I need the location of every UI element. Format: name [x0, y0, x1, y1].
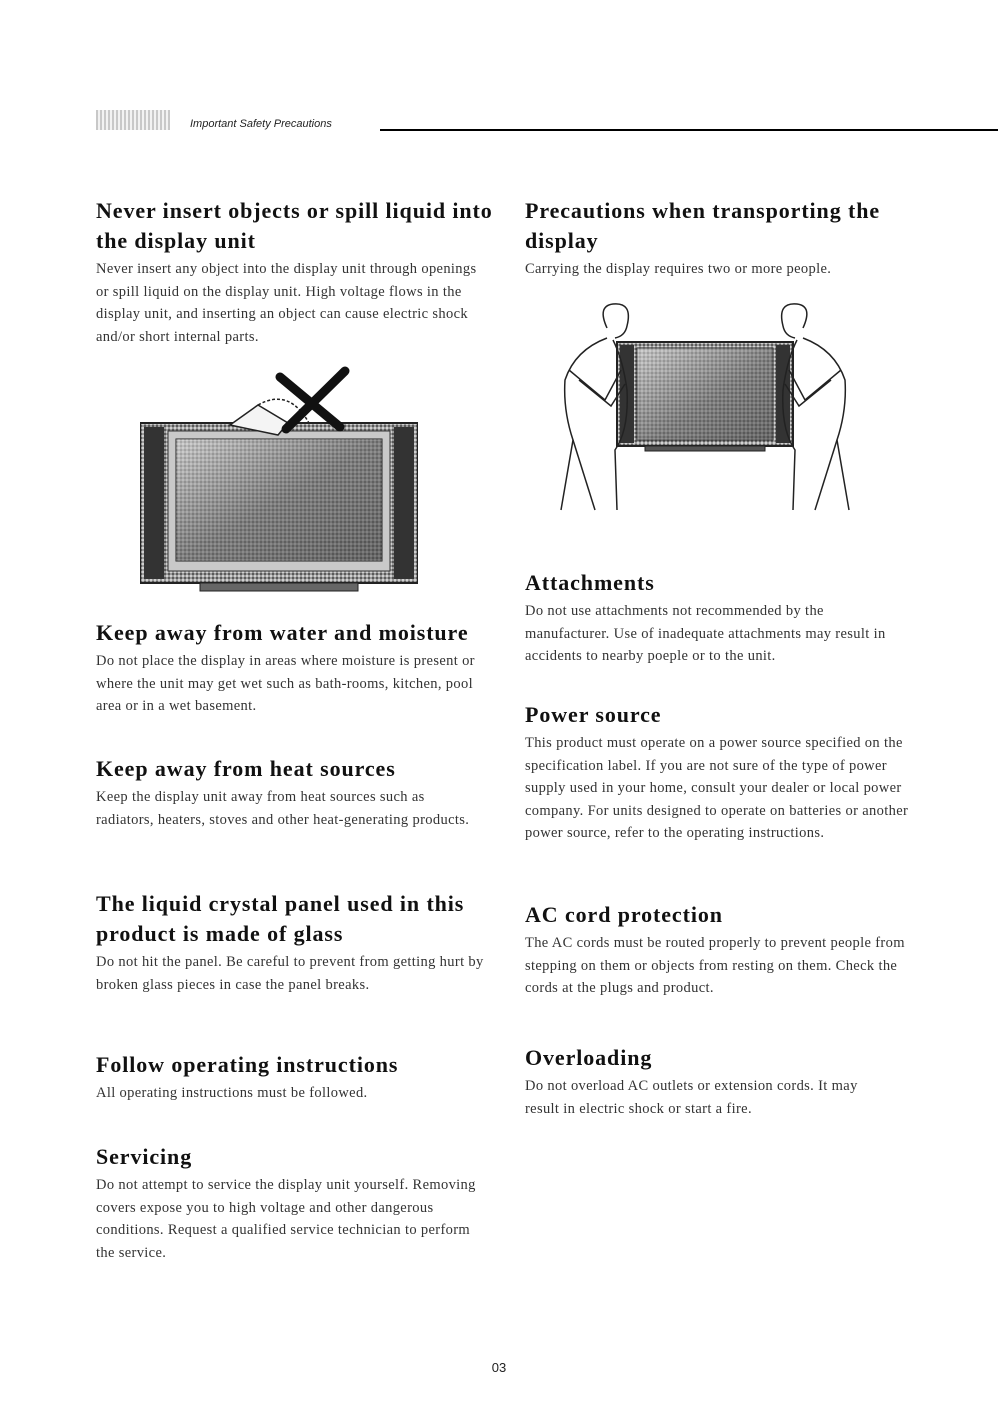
section-body: This product must operate on a power source specified on the specification label. If you are not sure of the type of power supply used in your home, consult your dealer or local power company. For units designed to operate on batteries or another power source, refer to the operating instructions.	[525, 735, 909, 841]
section-heading: The liquid crystal panel used in this product is made of glass	[96, 891, 465, 946]
section-glass-panel	[96, 889, 496, 996]
section-heading: Power source	[525, 702, 662, 727]
section-heading: AC cord protection	[525, 902, 723, 927]
section-body: Do not hit the panel. Be careful to prevent from getting hurt by broken glass pieces in case the panel breaks.	[96, 954, 484, 993]
two-people-carrying-illustration	[555, 300, 855, 515]
section-heading: Follow operating instructions	[96, 1052, 399, 1077]
section-servicing	[96, 1142, 496, 1264]
section-heading: Precautions when transporting the display	[525, 198, 881, 253]
section-body: Do not use attachments not recommended by the manufacturer. Use of inadequate attachments may result in accidents to nearby poeple or to the unit.	[525, 603, 886, 664]
section-body: Keep the display unit away from heat sources such as radiators, heaters, stoves and other heat-generating products.	[96, 789, 470, 828]
section-heat-sources	[96, 754, 496, 831]
section-body: Do not place the display in areas where moisture is present or where the unit may get wet such as bath-rooms, kitchen, pool area or in a wet basement.	[96, 653, 475, 714]
section-spill-liquid	[96, 196, 496, 348]
page-number: 03	[491, 1360, 507, 1375]
section-heading: Servicing	[96, 1144, 193, 1169]
section-transporting	[525, 196, 935, 281]
section-heading: Attachments	[525, 570, 655, 595]
section-overloading	[525, 1043, 935, 1120]
header-rule	[380, 129, 998, 131]
section-ac-cord	[525, 900, 935, 1000]
section-heading: Keep away from water and moisture	[96, 620, 469, 645]
tv-no-liquid-illustration	[140, 365, 418, 597]
section-body: Carrying the display requires two or more people.	[525, 261, 832, 277]
section-water-moisture	[96, 618, 496, 718]
section-heading: Overloading	[525, 1045, 653, 1070]
header-decoration	[96, 110, 170, 130]
section-attachments	[525, 568, 935, 668]
section-body: Never insert any object into the display unit through openings or spill liquid on the display unit. High voltage flows in the display unit, and inserting an object can cause electric shock and/or short internal parts.	[96, 261, 477, 345]
section-body: All operating instructions must be followed.	[96, 1085, 368, 1101]
section-power-source	[525, 700, 935, 845]
section-body: The AC cords must be routed properly to prevent people from stepping on them or objects from resting on them. Check the cords at the plugs and product.	[525, 935, 905, 996]
section-heading: Keep away from heat sources	[96, 756, 396, 781]
section-heading: Never insert objects or spill liquid into the display unit	[96, 198, 493, 253]
section-body: Do not overload AC outlets or extension cords. It may result in electric shock or start a fire.	[525, 1078, 858, 1117]
section-body: Do not attempt to service the display unit yourself. Removing covers expose you to high voltage and other dangerous conditions. Request a qualified service technician to perform the service.	[96, 1177, 476, 1261]
page-header-title: Important Safety Precautions	[190, 118, 332, 130]
section-operating-instructions	[96, 1050, 496, 1105]
